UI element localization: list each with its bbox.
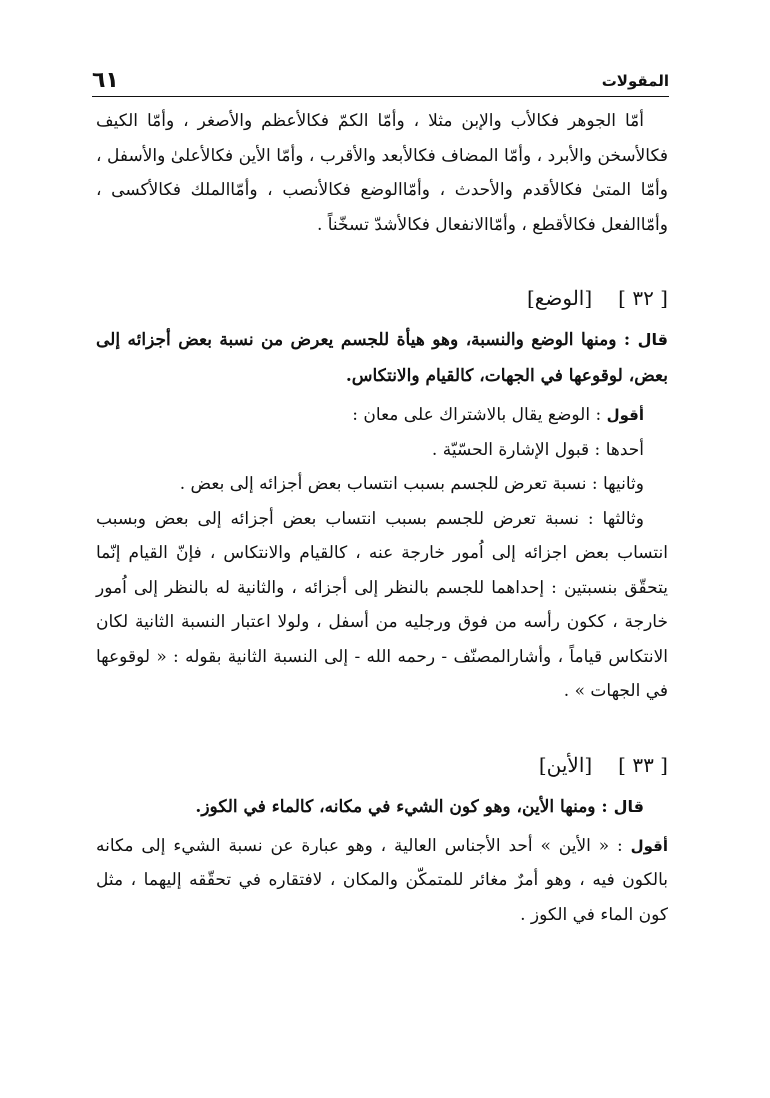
aqulu-label: أقول <box>630 836 668 855</box>
matn-paragraph <box>96 789 668 825</box>
section-heading-33 <box>96 747 668 783</box>
matn-paragraph <box>96 322 668 394</box>
commentary-text: : « الأين » أحد الأجناس العالية ، وهو عبارة عن نسبة الشيء إلى مكانه بالكون فيه ، وهو أمرٌ مغائر للمتمكّن والمكان ، لافتقاره في تحقّقه إليهما ، مثل كون الماء في الكوز . <box>96 835 668 925</box>
page-body <box>96 104 668 932</box>
meaning-third: وثالثها : نسبة تعرض للجسم بسبب انتساب بعض أجزائه إلى بعض وبسبب انتساب بعض اجزائه إلى اُمور خارجة عنه ، كالقيام والانتكاس ، فإنّ القيام إنّما يتحقّق بنسبتين : إحداهما للجسم بالنظر إلى أجزائه ، والثانية له بالنظر إلى اُمور خارجة ، ككون رأسه من فوق ورجليه من أسفل ، ولولا اعتبار النسبة الثانية لكان الانتكاس قياماً ، وأشارالمصنّف - رحمه الله - إلى النسبة الثانية بقوله : « لوقوعها في الجهات » . <box>96 508 668 701</box>
section-title: [الوضع] <box>526 286 593 310</box>
commentary-text: : الوضع يقال بالاشتراك على معان : <box>352 405 607 425</box>
commentary-intro <box>96 398 668 433</box>
running-title: المقولات <box>601 72 669 90</box>
section-number: [ ٣٣ ] <box>618 752 668 777</box>
commentary-paragraph <box>96 829 668 933</box>
qala-label: قال <box>613 796 644 816</box>
page-number: ٦١ <box>92 68 119 93</box>
qala-label: قال <box>637 330 668 349</box>
matn-text: : ومنها الوضع والنسبة، وهو هيأة للجسم يعرض من نسبة بعض أجزائه إلى بعض، لوقوعها في الجهات، كالقيام والانتكاس. <box>96 330 668 386</box>
meaning-first: أحدها : قبول الإشارة الحسّيّة . <box>431 439 644 460</box>
running-header <box>92 62 669 97</box>
matn-text: : ومنها الأين، وهو كون الشيء في مكانه، كالماء في الكوز. <box>195 796 614 817</box>
intro-paragraph: أمّا الجوهر فكالأب والإبن مثلا ، وأمّا الكمّ فكالأعظم والأصغر ، وأمّا الكيف فكالأسخن والأبرد ، وأمّا المضاف فكالأبعد والأقرب ، وأمّا الأين فكالأعلىٰ والأسفل ، وأمّا المتىٰ فكالأقدم والأحدث ، وأمّاالوضع فكالأنصب ، وأمّاالملك فكالأكسى ، وأمّاالفعل فكالأقطع ، وأمّاالانفعال فكالأشدّ تسخّناً . <box>96 111 668 235</box>
section-title: [الأين] <box>538 752 593 777</box>
section-heading-32 <box>96 280 668 316</box>
aqulu-label: أقول <box>606 406 644 424</box>
section-number: [ ٣٢ ] <box>618 286 668 310</box>
meaning-second: وثانيها : نسبة تعرض للجسم بسبب انتساب بعض أجزائه إلى بعض . <box>179 474 644 494</box>
